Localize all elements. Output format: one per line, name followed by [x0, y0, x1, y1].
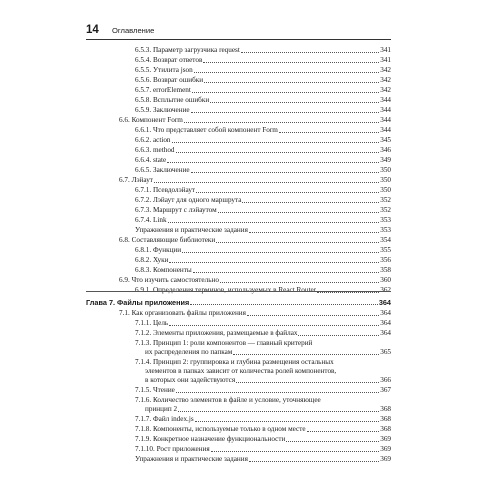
- chapter-title: Глава 7. Файлы приложения: [86, 298, 190, 307]
- dot-leader: [241, 52, 379, 53]
- running-title: Оглавление: [112, 26, 155, 35]
- toc-entry-page: 355: [380, 246, 391, 254]
- toc-entry-title: 6.8.1. Функции: [135, 246, 182, 254]
- toc-entry-continuation: принцип 2: [145, 405, 178, 413]
- toc-entry: [135, 226, 391, 235]
- toc-entry-page: 342: [380, 86, 391, 94]
- toc-entry: [119, 176, 391, 185]
- toc-entry-title: 6.7. Лэйаут: [119, 176, 153, 184]
- toc-entry: [135, 455, 391, 464]
- dot-leader: [154, 182, 379, 183]
- toc-entry-continuation: их распределения по папкам: [145, 348, 233, 356]
- dot-leader: [218, 212, 380, 213]
- toc-entry-page: 344: [380, 96, 391, 104]
- toc-entry-title: 6.5.4. Возврат ответов: [135, 56, 203, 64]
- toc-entry: [145, 348, 391, 357]
- toc-entry: [135, 146, 391, 155]
- toc-entry-page: 344: [380, 126, 391, 134]
- toc-entry-continuation: в которых они задействуются: [145, 376, 236, 384]
- toc-entry: [119, 309, 391, 318]
- page-number: 14: [86, 24, 99, 36]
- toc-entry-page: 346: [380, 146, 391, 154]
- toc-entry-page: 354: [380, 236, 391, 244]
- toc-entry-page: 350: [380, 176, 391, 184]
- toc-entry-page: 362: [380, 286, 391, 294]
- toc-entry-title: 6.9.1. Определения терминов, используемых в React Router: [135, 286, 317, 294]
- toc-entry-title: 6.7.4. Link: [135, 216, 167, 224]
- dot-leader: [317, 292, 379, 293]
- toc-entry-page: 349: [380, 156, 391, 164]
- toc-entry-title: 6.6.3. method: [135, 146, 175, 154]
- dot-leader: [249, 461, 379, 462]
- toc-entry-title: 7.1.6. Количество элементов в файле и условие, уточняющее: [135, 396, 321, 404]
- toc-entry-title: 7.1.9. Конкретное назначение функциональности: [135, 435, 286, 443]
- toc-entry-continuation: элементов в папках зависит от количества ролей компонентов,: [145, 367, 337, 375]
- dot-leader: [236, 382, 379, 383]
- dot-leader: [168, 222, 380, 223]
- dot-leader: [184, 122, 379, 123]
- toc-entry-page: 341: [380, 46, 391, 54]
- toc-entry: [135, 425, 391, 434]
- toc-entry-title: 6.6.4. state: [135, 156, 167, 164]
- toc-entry: [145, 405, 391, 414]
- dot-leader: [211, 451, 380, 452]
- dot-leader: [190, 304, 378, 305]
- toc-entry-title: 6.8. Составляющие библиотеки: [119, 236, 216, 244]
- toc-entry-page: 369: [380, 455, 391, 463]
- dot-leader: [307, 431, 380, 432]
- dot-leader: [167, 162, 379, 163]
- section-separator: [86, 291, 391, 292]
- toc-entry-title: 6.9. Что изучить самостоятельно: [119, 276, 219, 284]
- toc-entry-page: 353: [380, 216, 391, 224]
- toc-entry-page: 365: [380, 348, 391, 356]
- dot-leader: [210, 102, 379, 103]
- toc-entry-page: 352: [380, 196, 391, 204]
- toc-entry-title: 6.6.5. Заключение: [135, 166, 190, 174]
- toc-entry: [135, 246, 391, 255]
- dot-leader: [191, 172, 380, 173]
- toc-entry-title: 7.1.8. Компоненты, используемые только в одном месте: [135, 425, 306, 433]
- dot-leader: [192, 92, 379, 93]
- toc-entry-page: 364: [380, 319, 391, 327]
- toc-entry: [135, 156, 391, 165]
- toc-entry-title: 7.1.1. Цель: [135, 319, 169, 327]
- toc-entry-page: 364: [380, 309, 391, 317]
- toc-entry-page: 360: [380, 276, 391, 284]
- toc-entry-page: 358: [380, 266, 391, 274]
- toc-entry: [135, 435, 391, 444]
- dot-leader: [233, 354, 379, 355]
- toc-entry: [135, 415, 391, 424]
- dot-leader: [193, 272, 380, 273]
- toc-entry-page: 356: [380, 256, 391, 264]
- toc-entry-title: 7.1.7. Файл index.js: [135, 415, 194, 423]
- dot-leader: [172, 142, 380, 143]
- toc-entry-page: 366: [380, 376, 391, 384]
- toc-entry-title: 6.5.9. Заключение: [135, 106, 190, 114]
- toc-entry-title: 7.1.5. Чтение: [135, 386, 175, 394]
- toc-entry-page: 350: [380, 166, 391, 174]
- toc-entry: [135, 196, 391, 205]
- dot-leader: [204, 82, 379, 83]
- toc-entry-title: 6.5.6. Возврат ошибки: [135, 76, 204, 84]
- dot-leader: [249, 232, 379, 233]
- dot-leader: [247, 315, 379, 316]
- toc-entry-title: 6.5.5. Утилита json: [135, 66, 193, 74]
- toc-entry-title: 6.7.1. Псевдолэйаут: [135, 186, 196, 194]
- dot-leader: [194, 72, 380, 73]
- toc-entry: [135, 329, 391, 338]
- toc-entry-title: 6.7.3. Маршрут с лэйаутом: [135, 206, 217, 214]
- toc-entry-title: 7.1.3. Принцип 1: роли компонентов — главный критерий: [135, 339, 313, 347]
- toc-entry: [135, 445, 391, 454]
- toc-entry: [119, 276, 391, 285]
- dot-leader: [182, 252, 379, 253]
- toc-entry: [135, 386, 391, 395]
- toc-entry: [135, 136, 391, 145]
- dot-leader: [279, 132, 379, 133]
- dot-leader: [178, 411, 379, 412]
- toc-entry: [135, 66, 391, 75]
- toc-entry: [135, 126, 391, 135]
- toc-entry-page: 341: [380, 56, 391, 64]
- toc-entry-title: 6.6. Компонент Form: [119, 116, 183, 124]
- dot-leader: [220, 282, 379, 283]
- toc-entry: [135, 319, 391, 328]
- toc-entry: [135, 206, 391, 215]
- toc-entry: [135, 96, 391, 105]
- toc-entry-title: 7.1. Как организовать файлы приложения: [119, 309, 246, 317]
- toc-entry: [135, 86, 391, 95]
- toc-entry-title: 7.1.4. Принцип 2: группировка и глубина размещения остальных: [135, 358, 334, 366]
- toc-entry-page: 368: [380, 415, 391, 423]
- dot-leader: [298, 335, 379, 336]
- dot-leader: [242, 202, 379, 203]
- toc-entry-page: 364: [380, 329, 391, 337]
- dot-leader: [216, 242, 379, 243]
- toc-entry-page: 352: [380, 206, 391, 214]
- toc-entry-title: 7.1.2. Элементы приложения, размещаемые в файлах: [135, 329, 298, 337]
- toc-entry: [145, 376, 391, 385]
- toc-entry-page: 350: [380, 186, 391, 194]
- toc-entry-page: 368: [380, 425, 391, 433]
- toc-entry-page: 368: [380, 405, 391, 413]
- toc-entry: [135, 46, 391, 55]
- toc-entry-title: Упражнения и практические задания: [135, 455, 248, 463]
- dot-leader: [203, 62, 379, 63]
- toc-entry-page: 342: [380, 66, 391, 74]
- chapter-entry: [86, 298, 391, 307]
- toc-entry: [135, 256, 391, 265]
- dot-leader: [191, 112, 380, 113]
- toc-entry-title: 6.5.7. errorElement: [135, 86, 191, 94]
- dot-leader: [169, 262, 379, 263]
- toc-entry: [135, 266, 391, 275]
- toc-entry-page: 345: [380, 136, 391, 144]
- chapter-page: 364: [378, 298, 391, 307]
- toc-entry-title: 6.7.2. Лэйаут для одного маршрута: [135, 196, 242, 204]
- dot-leader: [169, 325, 379, 326]
- toc-entry-page: 353: [380, 226, 391, 234]
- dot-leader: [176, 392, 379, 393]
- toc-entry-title: 6.6.2. action: [135, 136, 171, 144]
- toc-entry: [119, 236, 391, 245]
- dot-leader: [286, 441, 379, 442]
- toc-entry-title: 6.5.8. Всплытие ошибки: [135, 96, 210, 104]
- toc-entry: [135, 56, 391, 65]
- toc-entry: [135, 166, 391, 175]
- toc-entry-page: 369: [380, 435, 391, 443]
- toc-entry-title: Упражнения и практические задания: [135, 226, 248, 234]
- toc-entry-title: 6.8.2. Хуки: [135, 256, 169, 264]
- toc-entry-page: 367: [380, 386, 391, 394]
- toc-entry-page: 342: [380, 76, 391, 84]
- dot-leader: [195, 421, 380, 422]
- toc-entry: [119, 116, 391, 125]
- toc-entry-page: 369: [380, 445, 391, 453]
- dot-leader: [176, 152, 380, 153]
- toc-entry-title: 7.1.10. Рост приложения: [135, 445, 210, 453]
- dot-leader: [196, 192, 379, 193]
- toc-entry-title: 6.6.1. Что представляет собой компонент Form: [135, 126, 278, 134]
- toc-entry: [135, 76, 391, 85]
- toc-entry-title: 6.8.3. Компоненты: [135, 266, 192, 274]
- toc-entry: [135, 186, 391, 195]
- toc-entry-page: 344: [380, 106, 391, 114]
- toc-entry-page: 344: [380, 116, 391, 124]
- toc-entry: [135, 216, 391, 225]
- toc-entry: [135, 106, 391, 115]
- toc-entry-title: 6.5.3. Параметр загрузчика request: [135, 46, 240, 54]
